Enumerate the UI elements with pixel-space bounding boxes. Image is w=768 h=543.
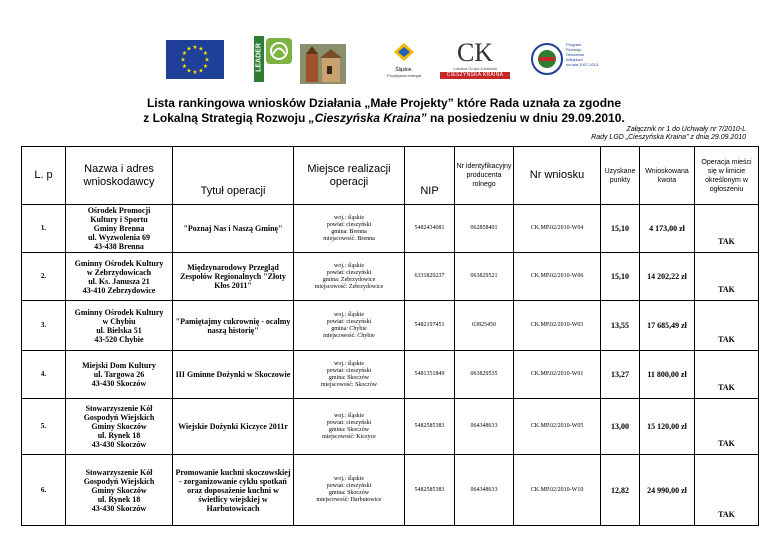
name-line: Kultury i Sportu: [90, 215, 148, 224]
cell-title: Wiejskie Dożynki Kiczyce 2011r: [173, 399, 294, 455]
place-line: miejscowość: Zebrzydowice: [314, 283, 384, 290]
name-line: Gminy Skoczów: [91, 485, 147, 495]
cell-app-no: CK.MP.02/2010-W05: [514, 399, 601, 455]
name-line: Stowarzyszenie Kół: [85, 404, 153, 413]
place-line: powiat: cieszyński: [326, 318, 372, 325]
cell-limit: TAK: [695, 253, 759, 301]
name-line: Gospodyń Wiejskich: [83, 476, 155, 486]
place-line: gmina: Skoczów: [328, 426, 370, 433]
cell-name: [66, 301, 173, 351]
name-line: 43-410 Zebrzydowice: [82, 285, 156, 295]
place-line: gmina: Skoczów: [328, 490, 370, 496]
svg-text:★: ★: [204, 56, 210, 64]
cell-name: [66, 351, 173, 399]
cell-title: "Pamiętajmy cukrownię - ocalmy naszą historię": [173, 301, 294, 351]
cell-place: [294, 351, 405, 399]
header-producer: Nr identyfikacyjny producenta rolnego: [455, 147, 514, 205]
prow-line: na lata 2007-2013: [566, 62, 599, 67]
prow-line: Wiejskich: [566, 57, 583, 62]
cell-app-no: CK.MP.02/2010-W01: [514, 351, 601, 399]
svg-text:★: ★: [192, 44, 198, 51]
place-line: gmina: Zebrzydowice: [322, 276, 376, 283]
cell-producer: 63825450: [455, 301, 514, 351]
name-line: Gminny Ośrodek Kultury: [74, 307, 164, 317]
cell-lp: 4.: [22, 351, 66, 399]
cell-nip: 5482434081: [405, 205, 455, 253]
svg-text:★: ★: [202, 63, 209, 70]
name-line: ul. Bielska 51: [96, 325, 142, 335]
header-lp: L. p: [22, 147, 66, 205]
cell-producer: 062858401: [455, 205, 514, 253]
place-line: woj.: śląskie: [334, 412, 364, 419]
cell-amount: 24 990,00 zł: [640, 455, 695, 526]
cell-name: [66, 455, 173, 526]
name-line: 43-430 Skoczów: [91, 379, 147, 388]
cell-amount: 4 173,00 zł: [640, 205, 695, 253]
header-row: [22, 147, 759, 205]
ck-label: CK: [456, 38, 494, 67]
svg-text:★: ★: [198, 67, 204, 75]
header-title: Tytuł operacji: [173, 147, 294, 205]
table-row: [22, 399, 759, 455]
cell-limit: TAK: [695, 205, 759, 253]
cell-app-no: CK.MP.02/2010-W10: [514, 455, 601, 526]
svg-text:★: ★: [186, 67, 192, 75]
name-line: Gospodyń Wiejskich: [83, 413, 155, 422]
place-line: gmina: Chybie: [331, 325, 367, 332]
note-line-2: Rady LGD „Cieszyńska Kraina” z dnia 29.09.2010: [591, 134, 746, 141]
cell-place: [294, 399, 405, 455]
header-amount: Wnioskowana kwota: [640, 147, 695, 205]
place-line: miejscowość: Brenna: [323, 235, 375, 242]
cell-lp: 2.: [22, 253, 66, 301]
cell-producer: 063829535: [455, 351, 514, 399]
cell-points: 13,27: [601, 351, 640, 399]
slaskie-sub: Pozytywna energia: [387, 73, 421, 78]
cell-lp: 6.: [22, 455, 66, 526]
cell-name: [66, 253, 173, 301]
name-line: w Zebrzydowicach: [86, 267, 152, 277]
prow-line: Obszarów: [566, 52, 585, 57]
name-line: Gminny Ośrodek Kultury: [74, 258, 164, 268]
place-line: powiat: cieszyński: [326, 483, 372, 489]
prow-line: Program: [566, 42, 582, 47]
title-line-1: Lista rankingowa wniosków Działania „Małe Projekty” które Rada uznała za zgodne: [146, 96, 622, 110]
header-name: Nazwa i adres wnioskodawcy: [66, 147, 173, 205]
place-line: woj.: śląskie: [334, 476, 364, 482]
eu-flag-icon: [166, 40, 224, 79]
svg-text:★: ★: [202, 50, 209, 57]
place-line: powiat: cieszyński: [326, 221, 372, 228]
cell-producer: 064348633: [455, 455, 514, 526]
cell-limit: TAK: [695, 351, 759, 399]
cell-lp: 1.: [22, 205, 66, 253]
place-line: miejscowość: Skoczów: [320, 381, 378, 388]
cell-nip: 5482585383: [405, 399, 455, 455]
cell-nip: 5482585383: [405, 455, 455, 526]
cell-amount: 14 202,22 zł: [640, 253, 695, 301]
cell-place: [294, 301, 405, 351]
header-place: Miejsce realizacji operacji: [294, 147, 405, 205]
cell-points: 13,55: [601, 301, 640, 351]
cell-place: [294, 455, 405, 526]
place-line: miejscowość: Chybie: [323, 332, 375, 339]
name-line: 43-520 Chybie: [94, 334, 144, 344]
table-row: [22, 301, 759, 351]
cell-producer: 063829521: [455, 253, 514, 301]
cell-producer: 064348633: [455, 399, 514, 455]
name-line: 43-438 Brenna: [94, 242, 144, 251]
name-line: ul. Targowa 26: [93, 370, 145, 379]
cell-title: Międzynarodowy Przegląd Zespołów Regionalnych "Złoty Kłos 2011": [173, 253, 294, 301]
name-line: ul. Rynek 18: [97, 494, 141, 504]
leader-logo: [254, 36, 292, 82]
header-app-no: Nr wniosku: [514, 147, 601, 205]
cell-lp: 5.: [22, 399, 66, 455]
name-line: Gminy Brenna: [93, 224, 145, 233]
table-row: [22, 205, 759, 253]
logo-bar: [0, 0, 768, 92]
prow-line: Rozwoju: [566, 47, 582, 52]
place-line: gmina: Brenna: [331, 228, 367, 235]
svg-text:★: ★: [180, 56, 186, 64]
slaskie-logo: [386, 42, 422, 82]
cell-lp: 3.: [22, 301, 66, 351]
note-line-1: Załącznik nr 1 do Uchwały nr 7/2010-L: [626, 126, 746, 133]
name-line: Ośrodek Promocji: [87, 206, 151, 215]
cell-points: 15,10: [601, 205, 640, 253]
cell-place: [294, 253, 405, 301]
header-limit: Operacja mieści się w limicie określonym w ogłoszeniu: [695, 147, 759, 205]
place-line: woj.: śląskie: [334, 360, 364, 367]
prow-logo: [530, 40, 600, 80]
cell-name: [66, 205, 173, 253]
prow-icon: [530, 42, 564, 76]
name-line: ul. Ks. Janusza 21: [88, 276, 150, 286]
cell-title: "Poznaj Nas i Naszą Gminę": [173, 205, 294, 253]
attachment-note: [591, 126, 746, 142]
svg-text:★: ★: [181, 50, 188, 57]
name-line: Miejski Dom Kultury: [82, 361, 156, 370]
cell-name: [66, 399, 173, 455]
cell-nip: 6331820237: [405, 253, 455, 301]
place-line: miejscowość: Harbutowice: [316, 497, 382, 503]
place-line: woj.: śląskie: [334, 311, 364, 318]
ranking-table: [21, 146, 759, 526]
building-photo-icon: [300, 44, 346, 84]
name-line: 43-430 Skoczów: [91, 503, 147, 513]
cell-nip: 5482197451: [405, 301, 455, 351]
cell-points: 15,10: [601, 253, 640, 301]
cell-amount: 15 120,00 zł: [640, 399, 695, 455]
svg-text:★: ★: [198, 45, 204, 53]
title-part: na posiedzeniu w dniu 29.09.2010.: [426, 111, 625, 125]
table-row: [22, 253, 759, 301]
cell-place: [294, 205, 405, 253]
place-line: powiat: cieszyński: [326, 269, 372, 276]
ck-sub: CIESZYŃSKA KRAINA: [440, 72, 510, 79]
header-points: Uzyskane punkty: [601, 147, 640, 205]
cell-points: 12,82: [601, 455, 640, 526]
name-line: Gminy Skoczów: [91, 422, 147, 431]
place-line: woj.: śląskie: [334, 214, 364, 221]
table-row: [22, 351, 759, 399]
cell-title: III Gminne Dożynki w Skoczowie: [173, 351, 294, 399]
slaskie-label: Śląskie.: [395, 67, 413, 73]
title-part-italic: „Cieszyńska Kraina”: [308, 111, 427, 125]
place-line: miejscowość: Kiczyce: [322, 433, 376, 440]
cell-limit: TAK: [695, 399, 759, 455]
place-line: powiat: cieszyński: [326, 367, 372, 374]
place-line: gmina: Skoczów: [328, 374, 370, 381]
cell-nip: 5481351849: [405, 351, 455, 399]
table-row: [22, 455, 759, 526]
name-line: ul. Rynek 18: [97, 431, 141, 440]
name-line: 43-430 Skoczów: [91, 440, 147, 449]
ck-logo: [440, 40, 510, 86]
title-line-2: [0, 111, 768, 126]
place-line: powiat: cieszyński: [326, 419, 372, 426]
header-nip: NIP: [405, 147, 455, 205]
cell-title: Promowanie kuchni skoczowskiej - zorganizowanie cyklu spotkań oraz doposażenie kuchni w świetlicy wiejskiej w Harbutowicach: [173, 455, 294, 526]
svg-text:★: ★: [186, 45, 192, 53]
document-title: [0, 96, 768, 126]
cell-app-no: CK.MP.02/2010-W06: [514, 253, 601, 301]
cell-amount: 11 800,00 zł: [640, 351, 695, 399]
cell-limit: TAK: [695, 301, 759, 351]
leader-label: LEADER: [255, 43, 263, 72]
title-part: z Lokalną Strategią Rozwoju: [143, 111, 309, 125]
cell-app-no: CK.MP.02/2010-W04: [514, 205, 601, 253]
name-line: w Chybiu: [102, 316, 136, 326]
cell-limit: TAK: [695, 455, 759, 526]
name-line: ul. Wyzwolenia 69: [87, 233, 150, 242]
svg-text:★: ★: [192, 69, 198, 76]
cell-points: 13,00: [601, 399, 640, 455]
name-line: Stowarzyszenie Kół: [85, 467, 153, 477]
place-line: woj.: śląskie: [334, 262, 364, 269]
ck-top: Lokalna Grupa Działania: [453, 66, 497, 71]
cell-amount: 17 685,49 zł: [640, 301, 695, 351]
svg-text:★: ★: [181, 63, 188, 70]
slaskie-icon: [393, 42, 415, 62]
cell-app-no: CK.MP.02/2010-W03: [514, 301, 601, 351]
